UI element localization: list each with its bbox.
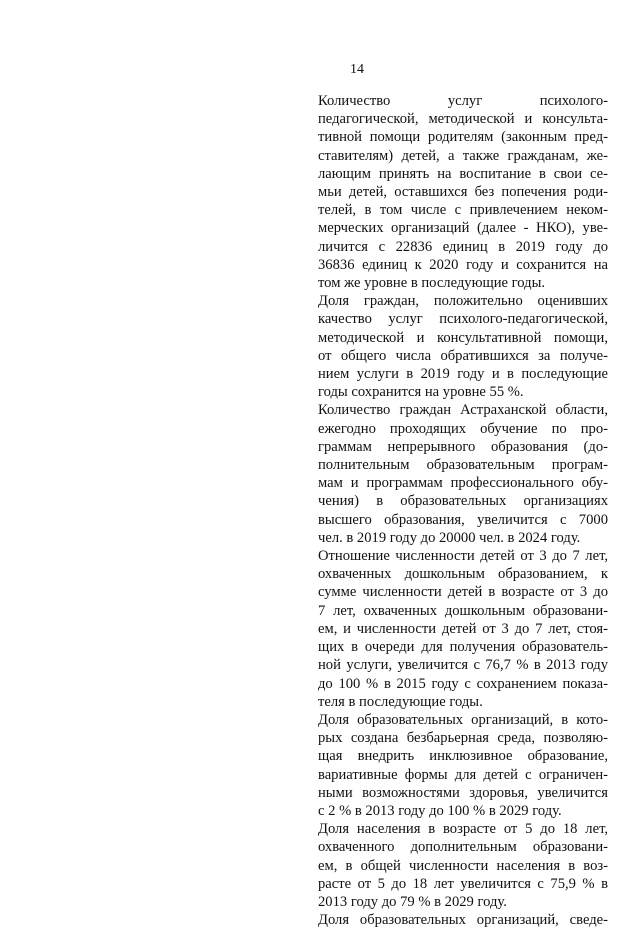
text-line: граммам непрерывного образования (до-: [318, 438, 608, 455]
text-line: Количество услуг психолого-: [318, 93, 608, 109]
text-line: ежегодно проходящих обучение по про-: [318, 420, 608, 437]
text-line: мерческих организаций (далее - НКО), уве-: [318, 220, 608, 237]
text-line: личится с 22836 единиц в 2019 году до: [318, 238, 608, 255]
text-line: Отношение численности детей от 3 до 7 лет,: [318, 548, 608, 565]
text-line: до 100 % в 2015 году с сохранением показа-: [318, 675, 608, 692]
text-line: методической и консультативной помощи,: [318, 329, 608, 346]
text-line: охваченных дошкольным образованием, к: [318, 566, 608, 583]
text-line: Доля образовательных организаций, в кото-: [318, 711, 608, 728]
text-line: расте от 5 до 18 лет увеличится с 75,9 % в: [318, 875, 608, 892]
text-line: нием услуги в 2019 году и в последующие: [318, 366, 608, 383]
text-line: ем, в общей численности населения в воз-: [318, 857, 608, 874]
text-line: Количество граждан Астраханской области,: [318, 402, 608, 419]
text-line: вариативные формы для детей с ограничен-: [318, 766, 608, 783]
text-line: от общего числа обратившихся за получе-: [318, 347, 608, 364]
text-line: 36836 единиц к 2020 году и сохранится на: [318, 256, 608, 273]
text-line: высшего образования, увеличится с 7000: [318, 511, 608, 528]
paragraph: [318, 92, 608, 292]
paragraph: [318, 820, 608, 911]
text-line: рых создана безбарьерная среда, позволяю-: [318, 730, 608, 747]
text-line: Доля образовательных организаций, сведе-: [318, 912, 608, 929]
text-line: охваченного дополнительным образовани-: [318, 839, 608, 856]
paragraph: [318, 711, 608, 820]
text-line: качество услуг психолого-педагогической,: [318, 311, 608, 328]
text-line: ем, и численности детей от 3 до 7 лет, стоя-: [318, 620, 608, 637]
text-line: мьи детей, оставшихся без попечения роди-: [318, 184, 608, 201]
text-line: полнительным образовательным програм-: [318, 457, 608, 474]
paragraph: [318, 911, 608, 929]
page-number: 14: [350, 62, 364, 77]
text-line: чел. в 2019 году до 20000 чел. в 2024 году.: [318, 529, 581, 546]
text-line: ной услуги, увеличится с 76,7 % в 2013 году: [318, 657, 608, 674]
text-line: мам и программам профессионального обу-: [318, 475, 608, 492]
text-line: Доля граждан, положительно оценивших: [318, 293, 608, 310]
text-line: щих в очереди для получения образователь-: [318, 639, 608, 656]
text-line: тивной помощи родителям (законным пред-: [318, 129, 608, 146]
text-line: ными возможностями здоровья, увеличится: [318, 784, 608, 801]
text-line: том же уровне в последующие годы.: [318, 275, 546, 292]
text-line: телей, в том числе с привлечением неком-: [318, 202, 608, 219]
text-line: 7 лет, охваченных дошкольным образовани-: [318, 602, 608, 619]
document-text-column: [318, 92, 608, 929]
paragraph: [318, 292, 608, 401]
text-line: с 2 % в 2013 году до 100 % в 2029 году.: [318, 802, 562, 819]
text-line: чения) в образовательных организациях: [318, 493, 608, 510]
text-line: 2013 году до 79 % в 2029 году.: [318, 893, 507, 910]
text-line: годы сохранится на уровне 55 %.: [318, 384, 524, 401]
text-line: лающим принять на воспитание в свои се-: [318, 165, 608, 182]
paragraph: [318, 547, 608, 711]
text-line: Доля населения в возрасте от 5 до 18 лет,: [318, 821, 608, 838]
text-line: сумме численности детей в возрасте от 3 до: [318, 584, 608, 601]
text-line: теля в последующие годы.: [318, 693, 483, 710]
text-line: ставителям) детей, а также гражданам, же-: [318, 147, 608, 164]
text-line: щая внедрить инклюзивное образование,: [318, 748, 608, 765]
paragraph: [318, 401, 608, 547]
text-line: педагогической, методической и консульта-: [318, 111, 608, 128]
